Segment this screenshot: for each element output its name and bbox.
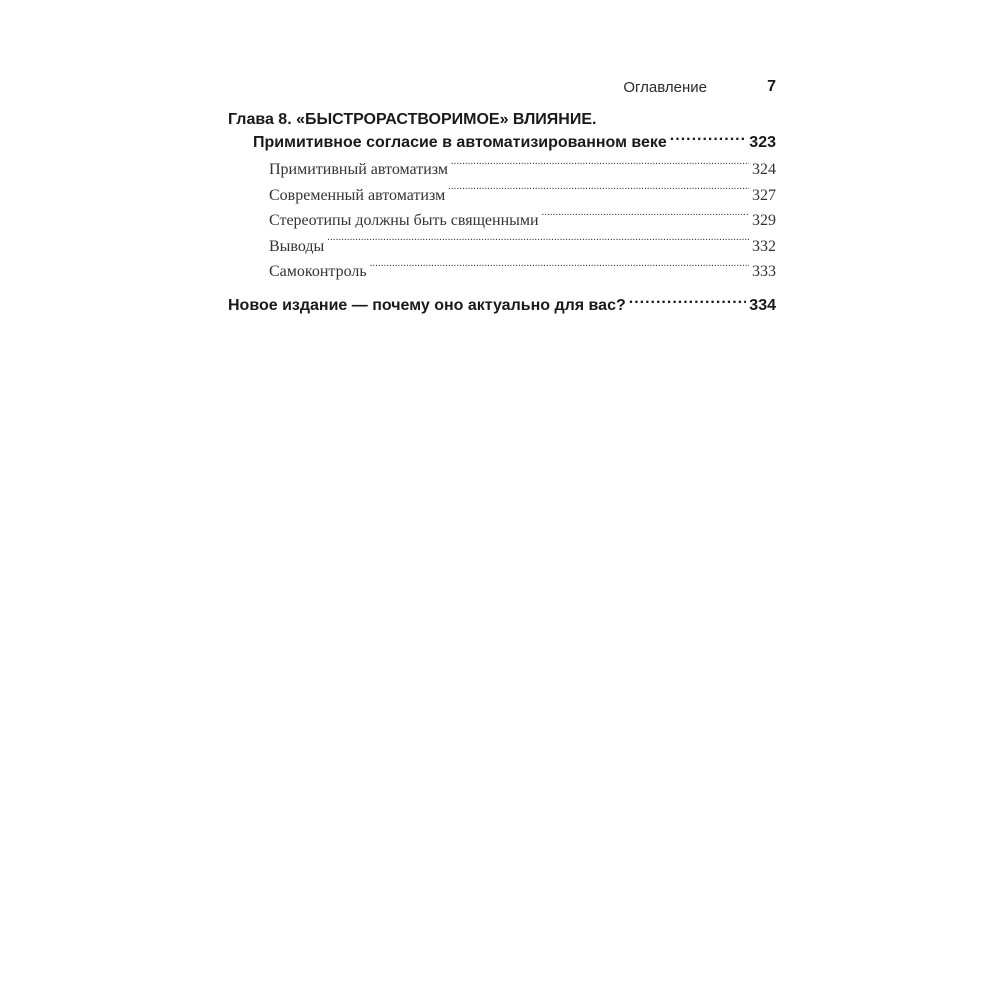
toc-entry-label: Новое издание — почему оно актуально для вас? [228,296,626,314]
toc-entry-label: Примитивный автоматизм [269,161,448,178]
toc-entry-page: 332 [752,237,776,255]
running-head [228,79,776,101]
table-of-contents [228,109,776,317]
toc-entry-page: 329 [752,212,776,229]
final-entry[interactable] [228,294,776,317]
toc-section-entry[interactable] [228,259,776,285]
toc-entry-label: Современный автоматизм [269,186,446,204]
toc-section-entry[interactable] [228,157,776,183]
toc-section-entry[interactable] [228,234,776,260]
toc-entry-page: 333 [752,263,776,280]
toc-section-entry[interactable] [228,183,776,209]
toc-entry-label: Примитивное согласие в автоматизированном веке [253,134,667,151]
toc-entry-label: Стереотипы должны быть священными [269,212,539,229]
page-number: 7 [767,78,776,95]
toc-section-entry[interactable] [228,208,776,234]
toc-entry-label: Самоконтроль [269,263,367,280]
dot-leader [370,262,749,276]
dot-leader [670,131,747,147]
toc-entry-page: 323 [749,134,776,151]
toc-entry-page: 327 [752,186,776,204]
dot-leader [451,160,749,174]
dot-leader [448,185,749,199]
dot-leader [542,211,749,225]
dot-leader [327,236,749,250]
toc-entry-label: Выводы [269,237,325,255]
section-list [228,157,776,285]
toc-entry-page: 334 [749,296,776,314]
toc-entry-page: 324 [752,161,776,178]
chapter-title: Глава 8. «БЫСТРОРАСТВОРИМОЕ» ВЛИЯНИЕ. [228,111,597,128]
dot-leader [629,294,747,310]
running-title: Оглавление [623,79,707,96]
chapter-subtitle-entry[interactable] [228,131,776,154]
